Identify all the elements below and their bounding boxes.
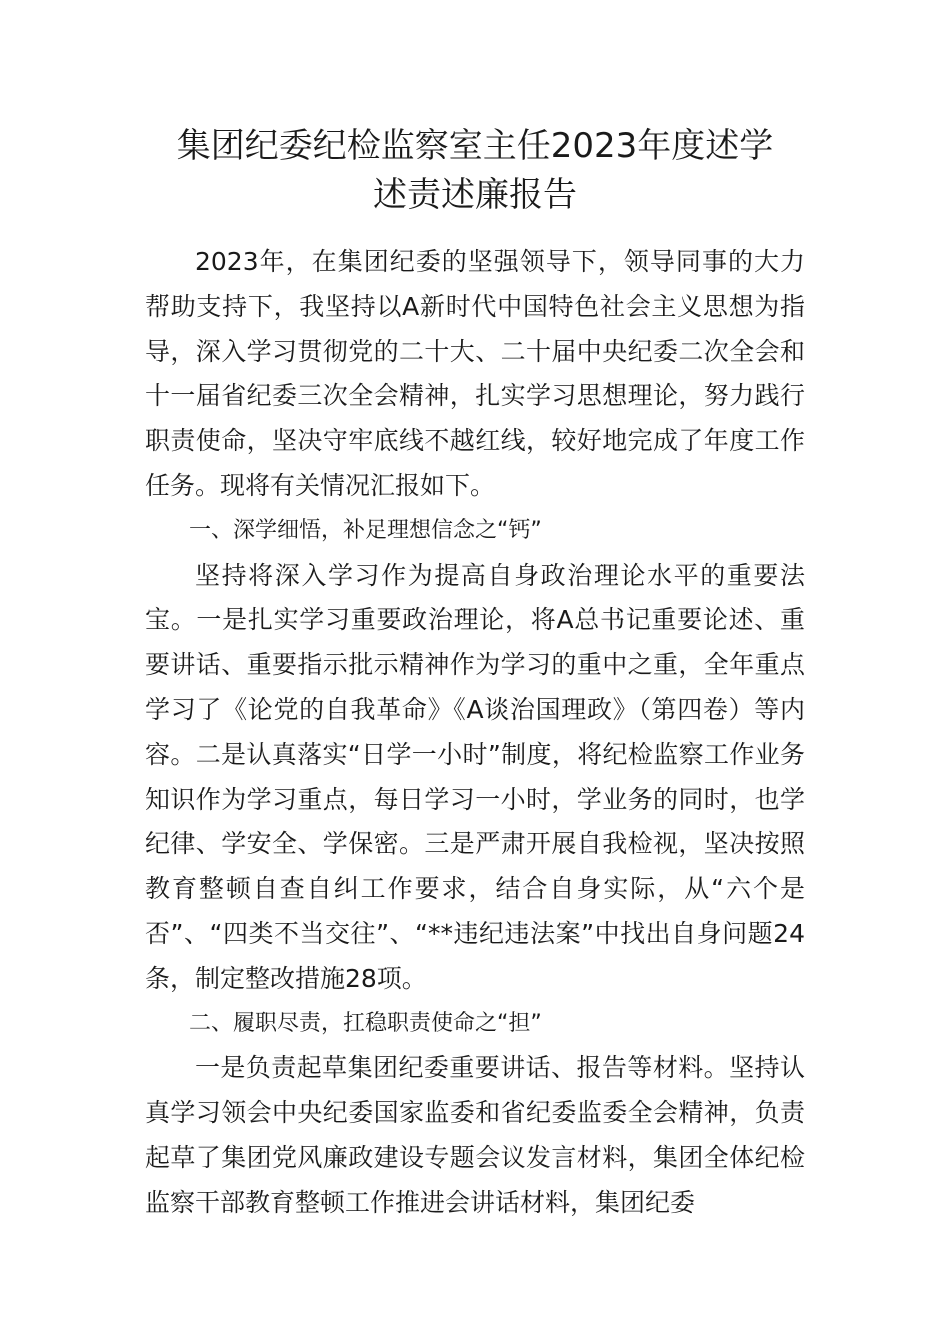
document-body xyxy=(145,240,805,1226)
section-heading-1: 一、深学细悟，补足理想信念之“钙” xyxy=(189,517,542,543)
document-title-line-2: 述责述廉报告 xyxy=(373,175,577,215)
section-heading-2: 二、履职尽责，扛稳职责使命之“担” xyxy=(189,1010,542,1036)
paragraph-section-1: 坚持将深入学习作为提高自身政治理论水平的重要法宝。一是扎实学习重要政治理论，将A总书记重要论述、重要讲话、重要指示批示精神作为学习的重中之重，全年重点学习了《论党的自我革命》《A谈治国理政》（第四卷）等内容。二是认真落实“日学一小时”制度，将纪检监察工作业务知识作为学习重点，每日学习一小时，学业务的同时，也学纪律、学安全、学保密。三是严肃开展自我检视，坚决按照教育整顿自查自纠工作要求，结合自身实际，从“六个是否”、“四类不当交往”、“**违纪违法案”中找出自身问题24条，制定整改措施28项。 xyxy=(145,560,805,993)
document-title-line-1: 集团纪委纪检监察室主任2023年度述学 xyxy=(176,126,774,166)
paragraph-section-2: 一是负责起草集团纪委重要讲话、报告等材料。坚持认真学习领会中央纪委国家监委和省纪委监委全会精神，负责起草了集团党风廉政建设专题会议发言材料，集团全体纪检监察干部教育整顿工作推进会讲话材料，集团纪委 xyxy=(145,1053,805,1217)
paragraph-intro: 2023年，在集团纪委的坚强领导下，领导同事的大力帮助支持下，我坚持以A新时代中国特色社会主义思想为指导，深入学习贯彻党的二十大、二十届中央纪委二次全会和十一届省纪委三次全会精神，扎实学习思想理论，努力践行职责使命，坚决守牢底线不越红线，较好地完成了年度工作任务。现将有关情况汇报如下。 xyxy=(145,247,805,500)
